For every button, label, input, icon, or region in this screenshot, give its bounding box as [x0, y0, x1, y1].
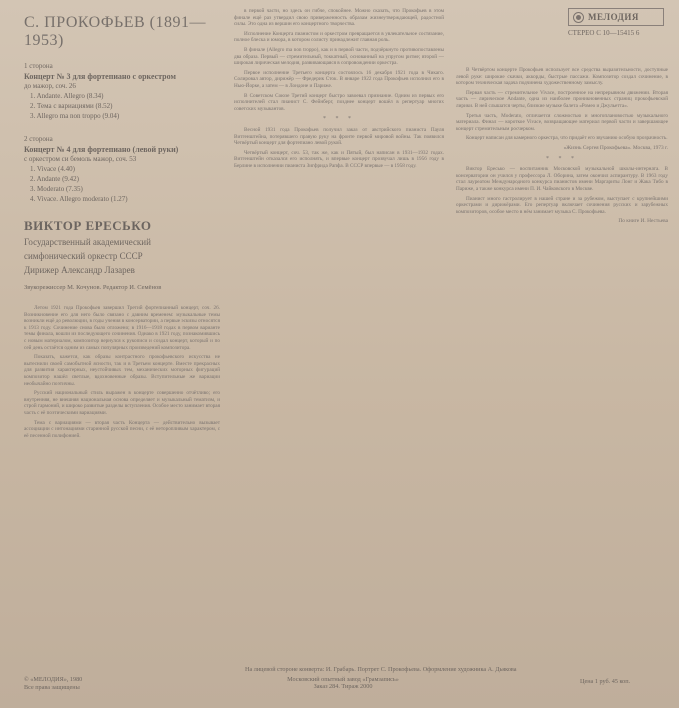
- cover-design-credit: На лицевой стороне конверта: И. Грабарь. Портрет С. Прокофьева. Оформление художника А. Дьякова: [245, 666, 517, 673]
- bio-paragraph: Виктор Ересько — воспитанник Московской музыкальной школы-интерната. В консерватории он учился у профессора Л. Оборина, затем окончил аспирантуру. В 1963 году стал лауреатом Международного конкурса пианистов имени Маргариты Лонг и Жака Тибо в Париже, а также конкурса имени П. И. Чайковского в Москве.: [456, 166, 668, 192]
- quote-source: «Жизнь Сергея Прокофьева». Москва, 1973 г.: [563, 144, 668, 151]
- notes-paragraph: Тема с вариациями — вторая часть Концерта — действительно вызывает ассоциации с интонациями старинной русской песни, с её неторопливым характером, с её песенной полифонией.: [24, 419, 220, 439]
- notes-paragraph: Четвёртый концерт, соч. 53, так же, как и Пятый, был написан в 1931—1932 годах. Витгенштейн отказался его исполнять, и впервые концерт прозвучал лишь в 1956 году в Берлине в исполнении пианиста Зигфрида Рапфа. В СССР впервые — в 1958 году.: [234, 149, 444, 169]
- notes-paragraph: Показать, кажется, как образы контрастного прокофьевского искусства не вытеснили своей самобытной ясности, так и в Третьем концерте. Вместе прекрасных для развития характерных, неустойчивых тем, механических моторных фигураций композитор нашёл светлые, вдохновенные образы. Вступительные же вариации необычайно поэтичны.: [24, 354, 220, 387]
- side-2-work-title: Концерт № 4 для фортепиано (левой руки): [24, 145, 179, 154]
- bio-paragraph: Пианист много гастролирует в нашей стране и за рубежом, выступает с крупнейшими оркестрами и дирижёрами. Его репертуар включает сочинения русских и зарубежных композиторов, особое место в нём занимает музыка С. Прокофьева.: [456, 195, 668, 215]
- notes-text-col3: [456, 67, 668, 225]
- rights-line: Все права защищены: [24, 684, 80, 691]
- notes-paragraph: В финале (Allegro ma non troppo), как и в первой части, подчёркнуто противопоставлены два образа. Первый — стремительный, токкатный, основанный на упругом ритме; второй — широкая лирическая мелодия, развивающаяся в сопровождении оркестра.: [234, 46, 444, 67]
- ensemble-line: симфонический оркестр СССР: [24, 251, 143, 261]
- side-2-label: 2 сторона: [24, 135, 53, 143]
- notes-paragraph: Третья часть, Moderato, отличается сложностью и многоплановостью музыкального материала. Финал — короткое Vivace, возвращающее материал первой части и завершающее концерт стремительным росчерком.: [456, 112, 668, 132]
- credits-line: Звукорежиссер М. Кочунов. Редактор И. Семёнов: [24, 284, 162, 291]
- column-tracklist: [24, 8, 220, 442]
- notes-paragraph: Русский национальный стиль выражен в концерте совершенно отчётливо; его внутренняя, не внешняя национальная основа определяет и музыкальный тематизм, и строй гармоний, и широко развитые разделы вступления. Особое место занимает вторая часть с её поэтическими вариациями.: [24, 390, 220, 416]
- notes-paragraph: Первая часть — стремительное Vivace, построенное на непрерывном движении. Вторая часть — лирическое Andante, одна из наиболее проникновенных страниц прокофьевской лирики. В ней слышатся черты, близкие музыке балета «Ромео и Джульетта».: [456, 89, 668, 109]
- side-1-work-subtitle: до мажор, соч. 26: [24, 82, 76, 90]
- ensemble-line: Государственный академический: [24, 237, 151, 247]
- side-2-movement: 2. Andante (9.42): [30, 175, 79, 183]
- notes-paragraph: Исполнение Концерта пианистом и оркестром превращается в увлекательное состязание, полное блеска и юмора, в котором солисту принадлежит главная роль.: [234, 30, 444, 44]
- price-line: Цена 1 руб. 45 коп.: [580, 678, 631, 685]
- copyright-block: [24, 676, 224, 692]
- side-2-work-subtitle: с оркестром си бемоль мажор, соч. 53: [24, 155, 137, 163]
- section-separator-stars: * * *: [323, 116, 355, 123]
- quote-source: По книге И. Нестьева: [618, 218, 668, 225]
- melodiya-logo-icon: [573, 12, 584, 23]
- conductor-line: Дирижер Александр Лазарев: [24, 265, 135, 275]
- column-notes-right: [456, 8, 668, 229]
- notes-text-col2: [234, 8, 444, 169]
- manufacturer-line: Московский опытный завод «Грамзапись»: [287, 676, 399, 683]
- copyright-line: © «МЕЛОДИЯ», 1980: [24, 676, 83, 683]
- label-name: МЕЛОДИЯ: [588, 12, 639, 22]
- notes-paragraph: в первой части, но здесь он гибче, спокойнее. Можно сказать, что Прокофьев в этом финале ещё раз утвердил свою приверженность образам жизнеутверждающей, радостной силы. Это одна из вершин его концертного творчества.: [234, 8, 444, 28]
- order-line: Заказ 284. Тираж 2000: [313, 683, 373, 690]
- manufacturer-block: [268, 676, 418, 690]
- side-1-work-title: Концерт № 3 для фортепиано с оркестром: [24, 72, 176, 81]
- composer-title: С. ПРОКОФЬЕВ (1891—1953): [24, 14, 206, 49]
- side-2-movement: 4. Vivace. Allegro moderato (1.27): [30, 195, 128, 203]
- notes-paragraph: Весной 1931 года Прокофьев получил заказ от австрийского пианиста Пауля Витгенштейна, потерявшего правую руку на фронте первой мировой войны. Так появился Четвёртый концерт для фортепиано левой рукой.: [234, 126, 444, 147]
- catalog-number: СТЕРЕО С 10—15415 6: [568, 29, 640, 37]
- notes-paragraph: В Советском Союзе Третий концерт быстро завоевал признание. Одним из первых его исполнителей стал пианист С. Фейнберг, позднее концерт вошёл в репертуар многих советских музыкантов.: [234, 92, 444, 112]
- side-2-movement: 1. Vivace (4.40): [30, 165, 75, 173]
- side-2-movement: 3. Moderato (7.35): [30, 185, 83, 193]
- performer-name: ВИКТОР ЕРЕСЬКО: [24, 218, 152, 233]
- column-notes-middle: [234, 8, 444, 172]
- side-1-movement: 2. Тема с вариациями (8.52): [30, 102, 113, 110]
- notes-paragraph: Летом 1921 года Прокофьев завершил Третий фортепианный концерт, соч. 26. Возникновение его для него было связано с давним временем: музыкальные темы возникли ещё до революции, в годы учения в консерватории, а первые эскизы относятся к 1913 году. Сочинение снова было отложено; в 1916—1918 годах в первом варианте темы финала, вошли из последующего сочинения. Однако в 1921 году, познакомившись с новым материалом, композитор вернулся к рукописи и создал концерт, который и по сей день остаётся одним из самых популярных произведений композитора.: [24, 305, 220, 351]
- notes-paragraph: Концерт написан для камерного оркестра, что придаёт его звучанию особую прозрачность.: [466, 135, 668, 142]
- melodiya-label-box: [568, 8, 664, 26]
- notes-text-col1: [24, 305, 220, 439]
- side-1-movement: 3. Allegro ma non troppo (9.04): [30, 112, 120, 120]
- notes-paragraph: В Четвёртом концерте Прокофьев использует все средства выразительности, доступные левой руке: широкие скачки, аккорды, быстрые пассажи. Композитор создал сочинение, в котором техническая задача подчинена художественному замыслу.: [456, 67, 668, 87]
- side-1-movement: 1. Andante. Allegro (8.34): [30, 92, 104, 100]
- notes-paragraph: Первое исполнение Третьего концерта состоялось 16 декабря 1921 года в Чикаго. Солировал автор, дирижёр — Фредерик Сток. В январе 1922 года Прокофьев исполнил его в Нью-Йорке, а затем — в Лондоне и Париже.: [234, 69, 444, 89]
- section-separator-stars: * * *: [546, 155, 578, 162]
- side-1-label: 1 сторона: [24, 62, 53, 70]
